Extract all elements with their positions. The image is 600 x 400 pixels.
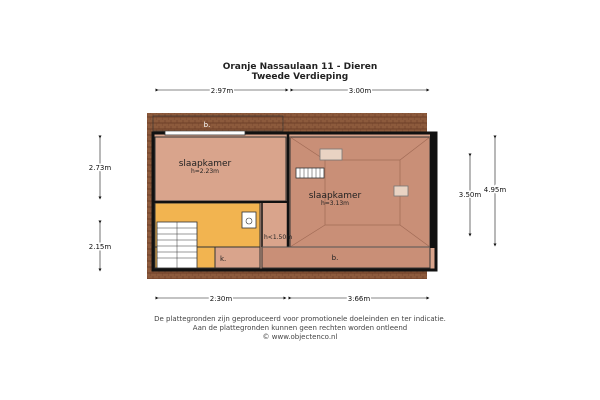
balcony-top [153,116,283,131]
main-stairs [157,222,197,268]
low-height-label: h<1.50m [264,234,293,241]
plan-title: Oranje Nassaulaan 11 - Dieren [222,62,378,72]
dim-bottom-left: 2.30m [209,295,233,303]
right-wall [430,133,436,248]
bedroom-right-name: slaapkamer [308,191,362,201]
attic-stair [296,168,324,178]
disclaimer-line2: Aan de plattegronden kunnen geen rechten worden ontleend [192,324,408,332]
balcony-top-label: b. [203,121,211,129]
dim-right-outer: 4.95m [483,186,507,194]
low-height-zone [262,247,430,268]
dim-top-left: 2.97m [210,87,234,95]
bedroom-left [155,137,286,201]
balcony-bottom-label: b. [331,254,339,262]
bedroom-right-height: h=3.13m [320,200,350,207]
disclaimer-line1: De plattegronden zijn geproduceerd voor promotionele doeleinden en ter indicatie. [154,315,446,323]
bedroom-left-height: h=2.23m [190,168,220,175]
sink [242,212,256,228]
dim-left-upper: 2.73m [88,164,112,172]
floor-title: Tweede Verdieping [251,72,349,82]
copyright: © www.objectenco.nl [262,333,338,341]
dim-top-right: 3.00m [348,87,372,95]
skylight-top [320,149,342,160]
skylight-right [394,186,408,196]
dim-bottom-right: 3.66m [347,295,371,303]
dim-left-lower: 2.15m [88,243,112,251]
bedroom-left-name: slaapkamer [178,159,232,169]
closet-label: k. [220,255,227,263]
dim-right-inner: 3.50m [458,191,482,199]
